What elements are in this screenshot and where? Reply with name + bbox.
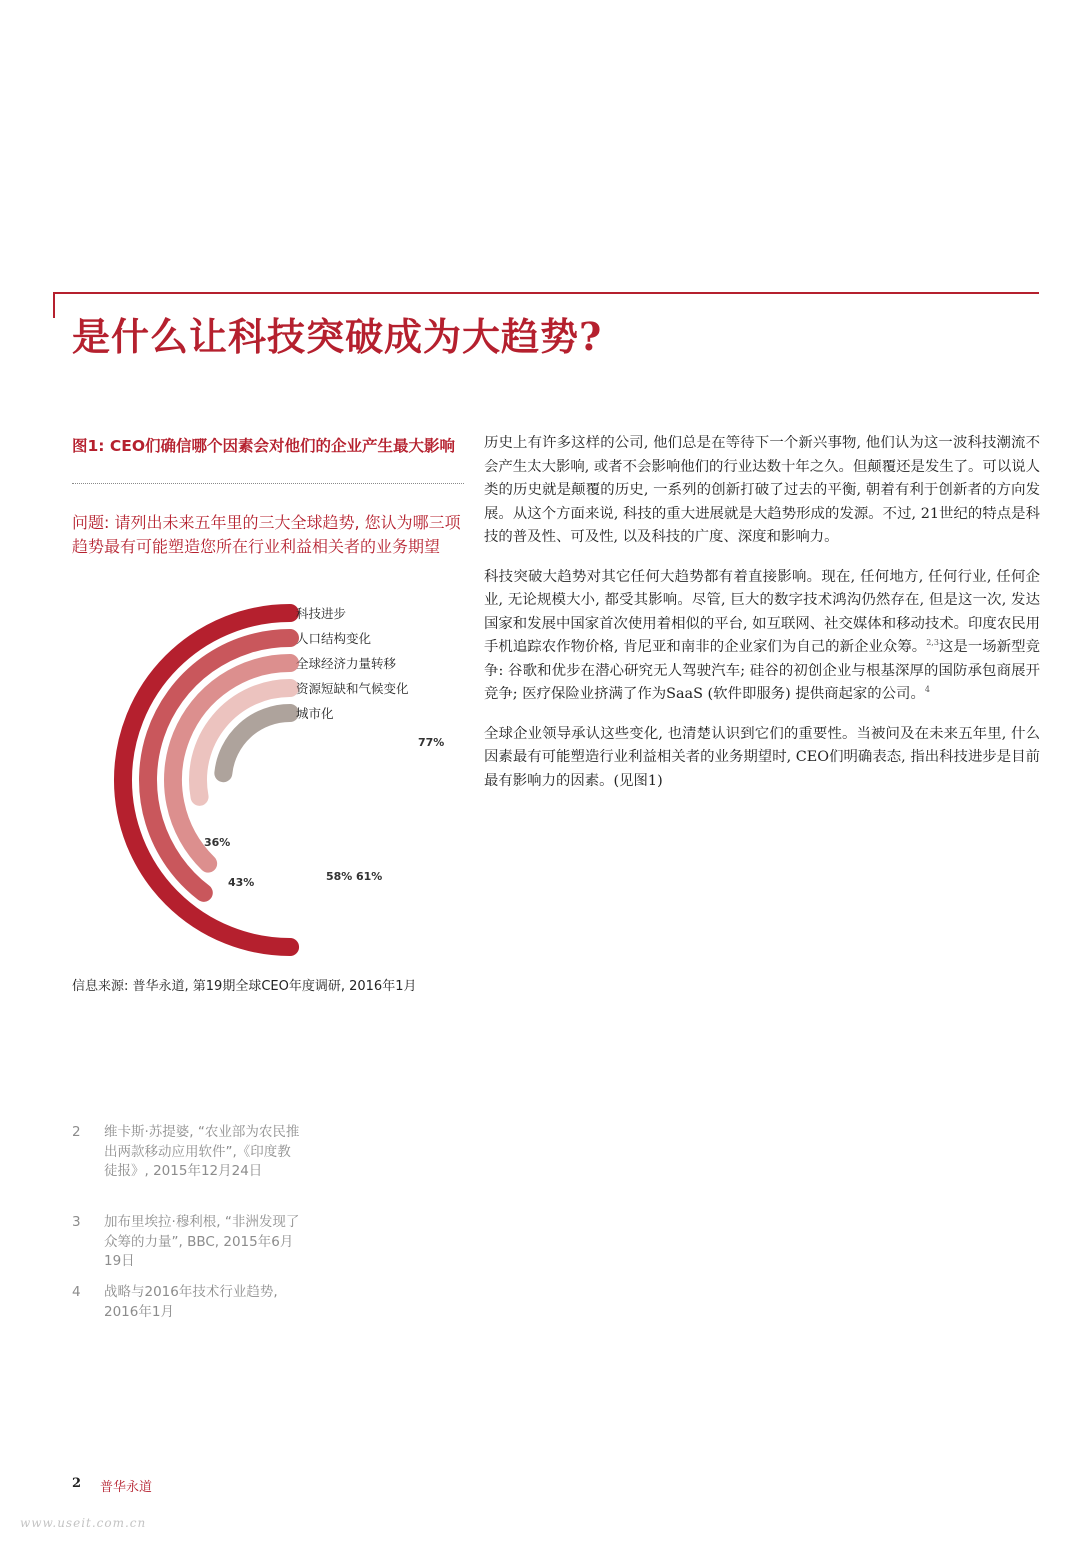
page-title: 是什么让科技突破成为大趋势? xyxy=(72,314,603,359)
title-rule xyxy=(53,292,1039,294)
radial-bar-chart xyxy=(100,590,480,970)
value-label-3: 58% xyxy=(326,870,353,883)
value-label-5: 36% xyxy=(204,836,231,849)
watermark: www.useit.com.cn xyxy=(20,1516,147,1530)
footnote-number: 3 xyxy=(72,1214,81,1230)
footnote-number: 2 xyxy=(72,1124,81,1140)
legend-label-5: 城市化 xyxy=(296,706,334,721)
legend-label-3: 全球经济力量转移 xyxy=(296,656,397,671)
footnote-ref-2-3: 2,3 xyxy=(926,638,939,648)
page-number: 2 xyxy=(72,1476,82,1491)
figure-source: 信息来源: 普华永道, 第19期全球CEO年度调研, 2016年1月 xyxy=(72,979,417,994)
body-text xyxy=(484,432,1040,809)
legend-label-1: 科技进步 xyxy=(296,606,347,621)
figure-title: 图1: CEO们确信哪个因素会对他们的企业产生最大影响 xyxy=(72,437,456,455)
value-label-4: 43% xyxy=(228,876,255,889)
arc-5 xyxy=(223,713,290,773)
body-paragraph-2 xyxy=(484,566,1040,707)
legend-label-4: 资源短缺和气候变化 xyxy=(296,681,409,696)
figure-divider xyxy=(72,483,464,484)
footnote-text: 战略与2016年技术行业趋势, 2016年1月 xyxy=(104,1284,278,1320)
body-paragraph-2-part-1: 科技突破大趋势对其它任何大趋势都有着直接影响。现在, 任何地方, 任何行业, 任何企业, 无论规模大小, 都受其影响。尽管, 巨大的数字技术鸿沟仍然存在, 但是这一次, 发达国家和发展中国家首次使用着相似的平台, 如互联网、社交媒体和移动技术。印度农民用手机追踪农作物价格, 肯尼亚和南非的企业家们为自己的新企业众筹。 xyxy=(484,568,1040,655)
body-paragraph-2-part-2: 这是一场新型竞争: 谷歌和优步在潜心研究无人驾驶汽车; 硅谷的初创企业与根基深厚的国防承包商展开竞争; 医疗保险业挤满了作为SaaS (软件即服务) 提供商起家的公司。 xyxy=(484,639,1040,702)
title-rule-tick xyxy=(53,292,55,318)
footnote-text: 维卡斯·苏提婆, “农业部为农民推出两款移动应用软件”,《印度教徒报》, 2015年12月24日 xyxy=(104,1124,300,1179)
footnote-number: 4 xyxy=(72,1284,81,1300)
body-paragraph-1: 历史上有许多这样的公司, 他们总是在等待下一个新兴事物, 他们认为这一波科技潮流不会产生太大影响, 或者不会影响他们的行业达数十年之久。但颠覆还是发生了。可以说人类的历史就是颠覆的历史, 一系列的创新打破了过去的平衡, 朝着有利于创新者的方向发展。从这个方面来说, 科技的重大进展就是大趋势形成的发源。不过, 21世纪的特点是科技的普及性、可及性, 以及科技的广度、深度和影响力。 xyxy=(484,435,1040,545)
footnote-ref-4: 4 xyxy=(924,685,930,695)
footnote-text: 加布里埃拉·穆利根, “非洲发现了众筹的力量”, BBC, 2015年6月19日 xyxy=(104,1214,300,1269)
legend-label-2: 人口结构变化 xyxy=(296,631,372,646)
footer-brand: 普华永道 xyxy=(100,1480,153,1495)
value-label-2: 61% xyxy=(356,870,383,883)
body-paragraph-3: 全球企业领导承认这些变化, 也清楚认识到它们的重要性。当被问及在未来五年里, 什么因素最有可能塑造行业利益相关者的业务期望时, CEO们明确表态, 指出科技进步是目前最有影响力的因素。(见图1) xyxy=(484,725,1040,789)
value-label-1: 77% xyxy=(418,736,445,749)
figure-question: 问题: 请列出未来五年里的三大全球趋势, 您认为哪三项趋势最有可能塑造您所在行业利益相关者的业务期望 xyxy=(72,513,461,556)
